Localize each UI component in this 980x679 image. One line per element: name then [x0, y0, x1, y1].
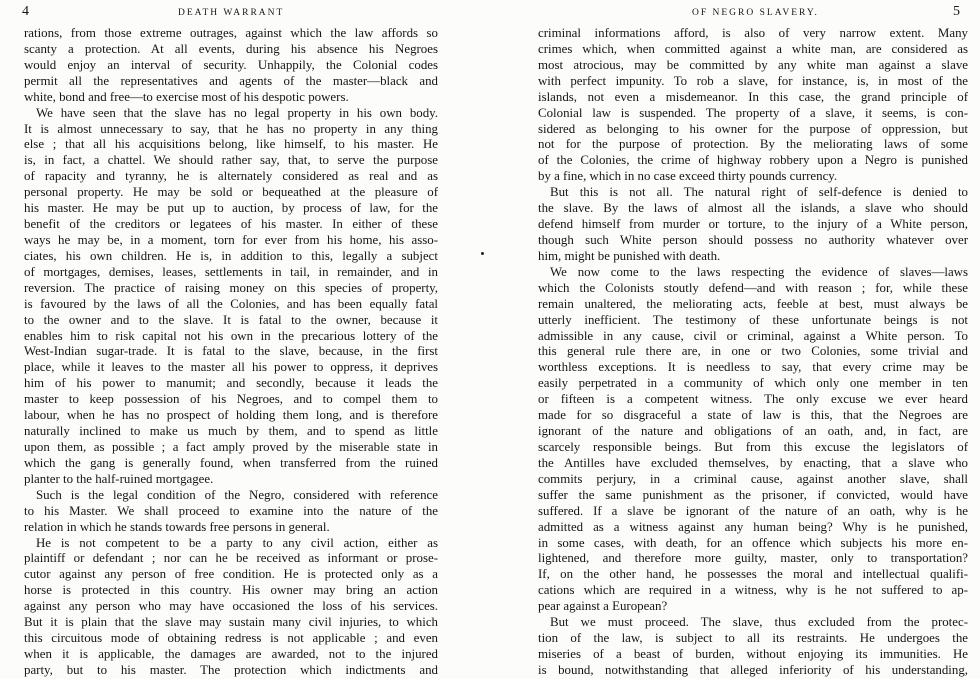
text-line: admitted as a witness against any human being? Why is he punished,: [538, 519, 968, 534]
text-line: which the Colonists stoutly defend—and with reason ; for, while these: [538, 280, 968, 295]
text-line: though such White person should possess no authority whatever over: [538, 232, 968, 247]
text-line: of rapacity and tyranny, he is alternately considered as real and as: [24, 169, 438, 184]
text-line: white, bond and free—to exercise most of his despotic powers.: [24, 89, 349, 104]
text-line: upon them, as possible ; a fact amply proved by the miserable state in: [24, 439, 438, 454]
text-line: Colonial law is suspended. The property of a slave, it seems, is con-: [538, 105, 968, 120]
text-line: which the gang is generally found, when transferred from the ruined: [24, 455, 438, 470]
text-line: labour, when he has no prospect of holding them long, and is therefore: [24, 408, 438, 423]
text-line: rations, from those extreme outrages, against which the law affords so: [24, 26, 438, 40]
left-page: [0, 0, 470, 677]
text-line: islands, not even a misdemeanor. In this case, the grand principle of: [538, 89, 968, 104]
text-line: his master. He may be put up to auction, by process of law, for the: [24, 201, 438, 216]
text-line: scarcely responsible beings. But from this excuse the legislators of: [538, 439, 968, 454]
text-line: is, in fact, a chattel. We should rather say, that, to serve the purpose: [24, 153, 438, 168]
text-line: party, but to his master. The protection which indictments and: [24, 662, 438, 677]
text-line: ciates, his own children. He is, in addition to this, legally a subject: [24, 248, 438, 263]
text-line: scanty a protection. At all events, during his absence his Negroes: [24, 41, 438, 56]
text-line: this circuitous mode of obtaining redress is not applicable ; and even: [24, 631, 438, 646]
page-body-text: [24, 26, 438, 679]
text-line: most atrocious, may be committed by any white man against a slave: [538, 57, 968, 72]
text-line: If, on the other hand, he possesses the moral and intellectual qualifi-: [538, 567, 968, 582]
text-line: Such is the legal condition of the Negro, considered with reference: [36, 487, 438, 502]
text-line: by a fine, which in no case exceed thirty pounds currency.: [538, 169, 838, 184]
text-line: We now come to the laws respecting the evidence of slaves—laws: [550, 264, 968, 279]
text-line: not for the purpose of protection. By the meliorating laws of some: [538, 137, 968, 152]
text-line: pear against a European?: [538, 599, 668, 614]
text-line: place, while it leaves to the master all his power to oppress, it deprives: [24, 360, 438, 375]
text-line: ignorant of the nature and obligations of an oath, and, in fact, are: [538, 424, 968, 439]
running-head: DEATH WARRANT: [178, 8, 285, 18]
text-line: ways he may be, in a moment, torn for ever from his home, his asso-: [24, 232, 438, 247]
text-line: him, might be punished with death.: [538, 248, 721, 263]
text-line: criminal informations afford, is also of very narrow extent. Many: [538, 26, 968, 40]
text-line: suffer the same punishment as the prisoner, if convicted, would have: [538, 487, 968, 502]
text-line: He is not competent to be a party to any civil action, either as: [36, 535, 438, 550]
text-line: when it is applicable, the damages are awarded, not to the injured: [24, 646, 438, 661]
text-line: tion of the law, is subject to all its restraints. He undergoes the: [538, 631, 968, 646]
text-line: or fifteen is a competent witness. The only excuse we ever heard: [538, 392, 968, 407]
text-line: personal property. He may be sold or bequeathed at the pleasure of: [24, 185, 438, 200]
text-line: to the owner and to the slave. It is fatal to the owner, because it: [24, 312, 438, 327]
text-line: It is almost unnecessary to say, that he has no property in any thing: [24, 121, 438, 136]
text-line: planter to the half-ruined mortgagee.: [24, 471, 214, 486]
text-line: But it is plain that the slave may sustain many civil injuries, to which: [24, 615, 438, 630]
text-line: this general rule there are, in one or two Colonies, some trivial and: [538, 344, 968, 359]
running-head: OF NEGRO SLAVERY.: [692, 8, 819, 18]
text-line: benefit of the creditors or legatees of his master. In either of these: [24, 217, 438, 232]
text-line: lightened, and therefore more guilty, master, only to transportation?: [538, 551, 968, 566]
text-line: defend himself from murder or torture, to the injury of a White person,: [538, 217, 968, 232]
text-line: plaintiff or defendant ; nor can he be received as informant or prose-: [24, 551, 438, 566]
text-line: made for so disgraceful a state of law is this, that the Negroes are: [538, 408, 968, 423]
text-line: horse is protected in this country. His owner may bring an action: [24, 583, 438, 598]
text-line: permit all the representatives and agents of the master—black and: [24, 73, 438, 88]
page-number: 5: [953, 4, 960, 19]
text-line: remain unaltered, the meliorating acts, feeble at best, must always be: [538, 296, 968, 311]
text-line: with perfect impunity. To rob a slave, for instance, is, in most of the: [538, 73, 968, 88]
text-line: cations which are required in a witness, why is he not suffered to ap-: [538, 583, 968, 598]
text-line: naturally inclined to make us much by them, and to spend as little: [24, 424, 438, 439]
text-line: to his Master. We shall proceed to examine into the nature of the: [24, 503, 438, 518]
text-line: worthless exceptions. It is needless to say, that every crime may be: [538, 360, 968, 375]
text-line: the Antilles have excluded themselves, by enacting, that a slave who: [538, 455, 968, 470]
text-line: suffered. If a slave be ignorant of the nature of an oath, why is he: [538, 503, 968, 518]
text-line: is favoured by the laws of all the Colonies, and has been equally fatal: [24, 296, 438, 311]
text-line: relation in which he stands towards free persons in general.: [24, 519, 330, 534]
text-line: him of his power to manumit; and secondly, because it leads the: [24, 376, 438, 391]
text-line: cutor against any person of free condition. He is protected only as a: [24, 567, 438, 582]
gutter-mark: [481, 252, 484, 255]
text-line: is bound, notwithstanding that alleged inferiority of his understanding,: [538, 662, 968, 677]
text-line: sidered as belonging to his owner for the purpose of oppression, but: [538, 121, 968, 136]
right-page: [520, 0, 980, 677]
text-line: the slave. By the laws of almost all the islands, a slave who should: [538, 201, 968, 216]
text-line: enables him to risk capital not his own in the precarious lottery of the: [24, 328, 438, 343]
page-body-text: [538, 26, 968, 679]
text-line: We have seen that the slave has no legal property in his own body.: [36, 105, 438, 120]
text-line: utterly inefficient. The testimony of these unfortunate beings is not: [538, 312, 968, 327]
text-line: But this is not all. The natural right of self-defence is denied to: [550, 185, 968, 200]
text-line: of the Colonies, the crime of highway robbery upon a Negro is punished: [538, 153, 968, 168]
text-line: admissible in any cause, civil or criminal, against a White person. To: [538, 328, 968, 343]
text-line: West-Indian sugar-trade. It is fatal to the slave, because, in the first: [24, 344, 438, 359]
text-line: But we must proceed. The slave, thus excluded from the protec-: [550, 615, 968, 630]
text-line: would enjoy an interval of security. Unhappily, the Colonial codes: [24, 57, 438, 72]
text-line: miseries of a beast of burden, without enjoying its immunities. He: [538, 646, 968, 661]
text-line: master to keep possession of his Negroes, and to compel them to: [24, 392, 438, 407]
text-line: commits perjury, in a criminal cause, against another slave, shall: [538, 471, 968, 486]
text-line: crimes which, when committed against a white man, are considered as: [538, 41, 968, 56]
text-line: in some cases, with death, for an offence which subjects his more en-: [538, 535, 968, 550]
text-line: reversion. The practice of raising money on this species of property,: [24, 280, 438, 295]
page-number: 4: [22, 4, 29, 19]
text-line: of mortgages, demises, leases, settlements in tail, in remainder, and in: [24, 264, 438, 279]
text-line: against any person who may have occasioned the loss of his services.: [24, 599, 438, 614]
text-line: easily perpetrated in a community of which only one member in ten: [538, 376, 968, 391]
text-line: else ; that all his acquisitions belong, like himself, to his master. He: [24, 137, 438, 152]
